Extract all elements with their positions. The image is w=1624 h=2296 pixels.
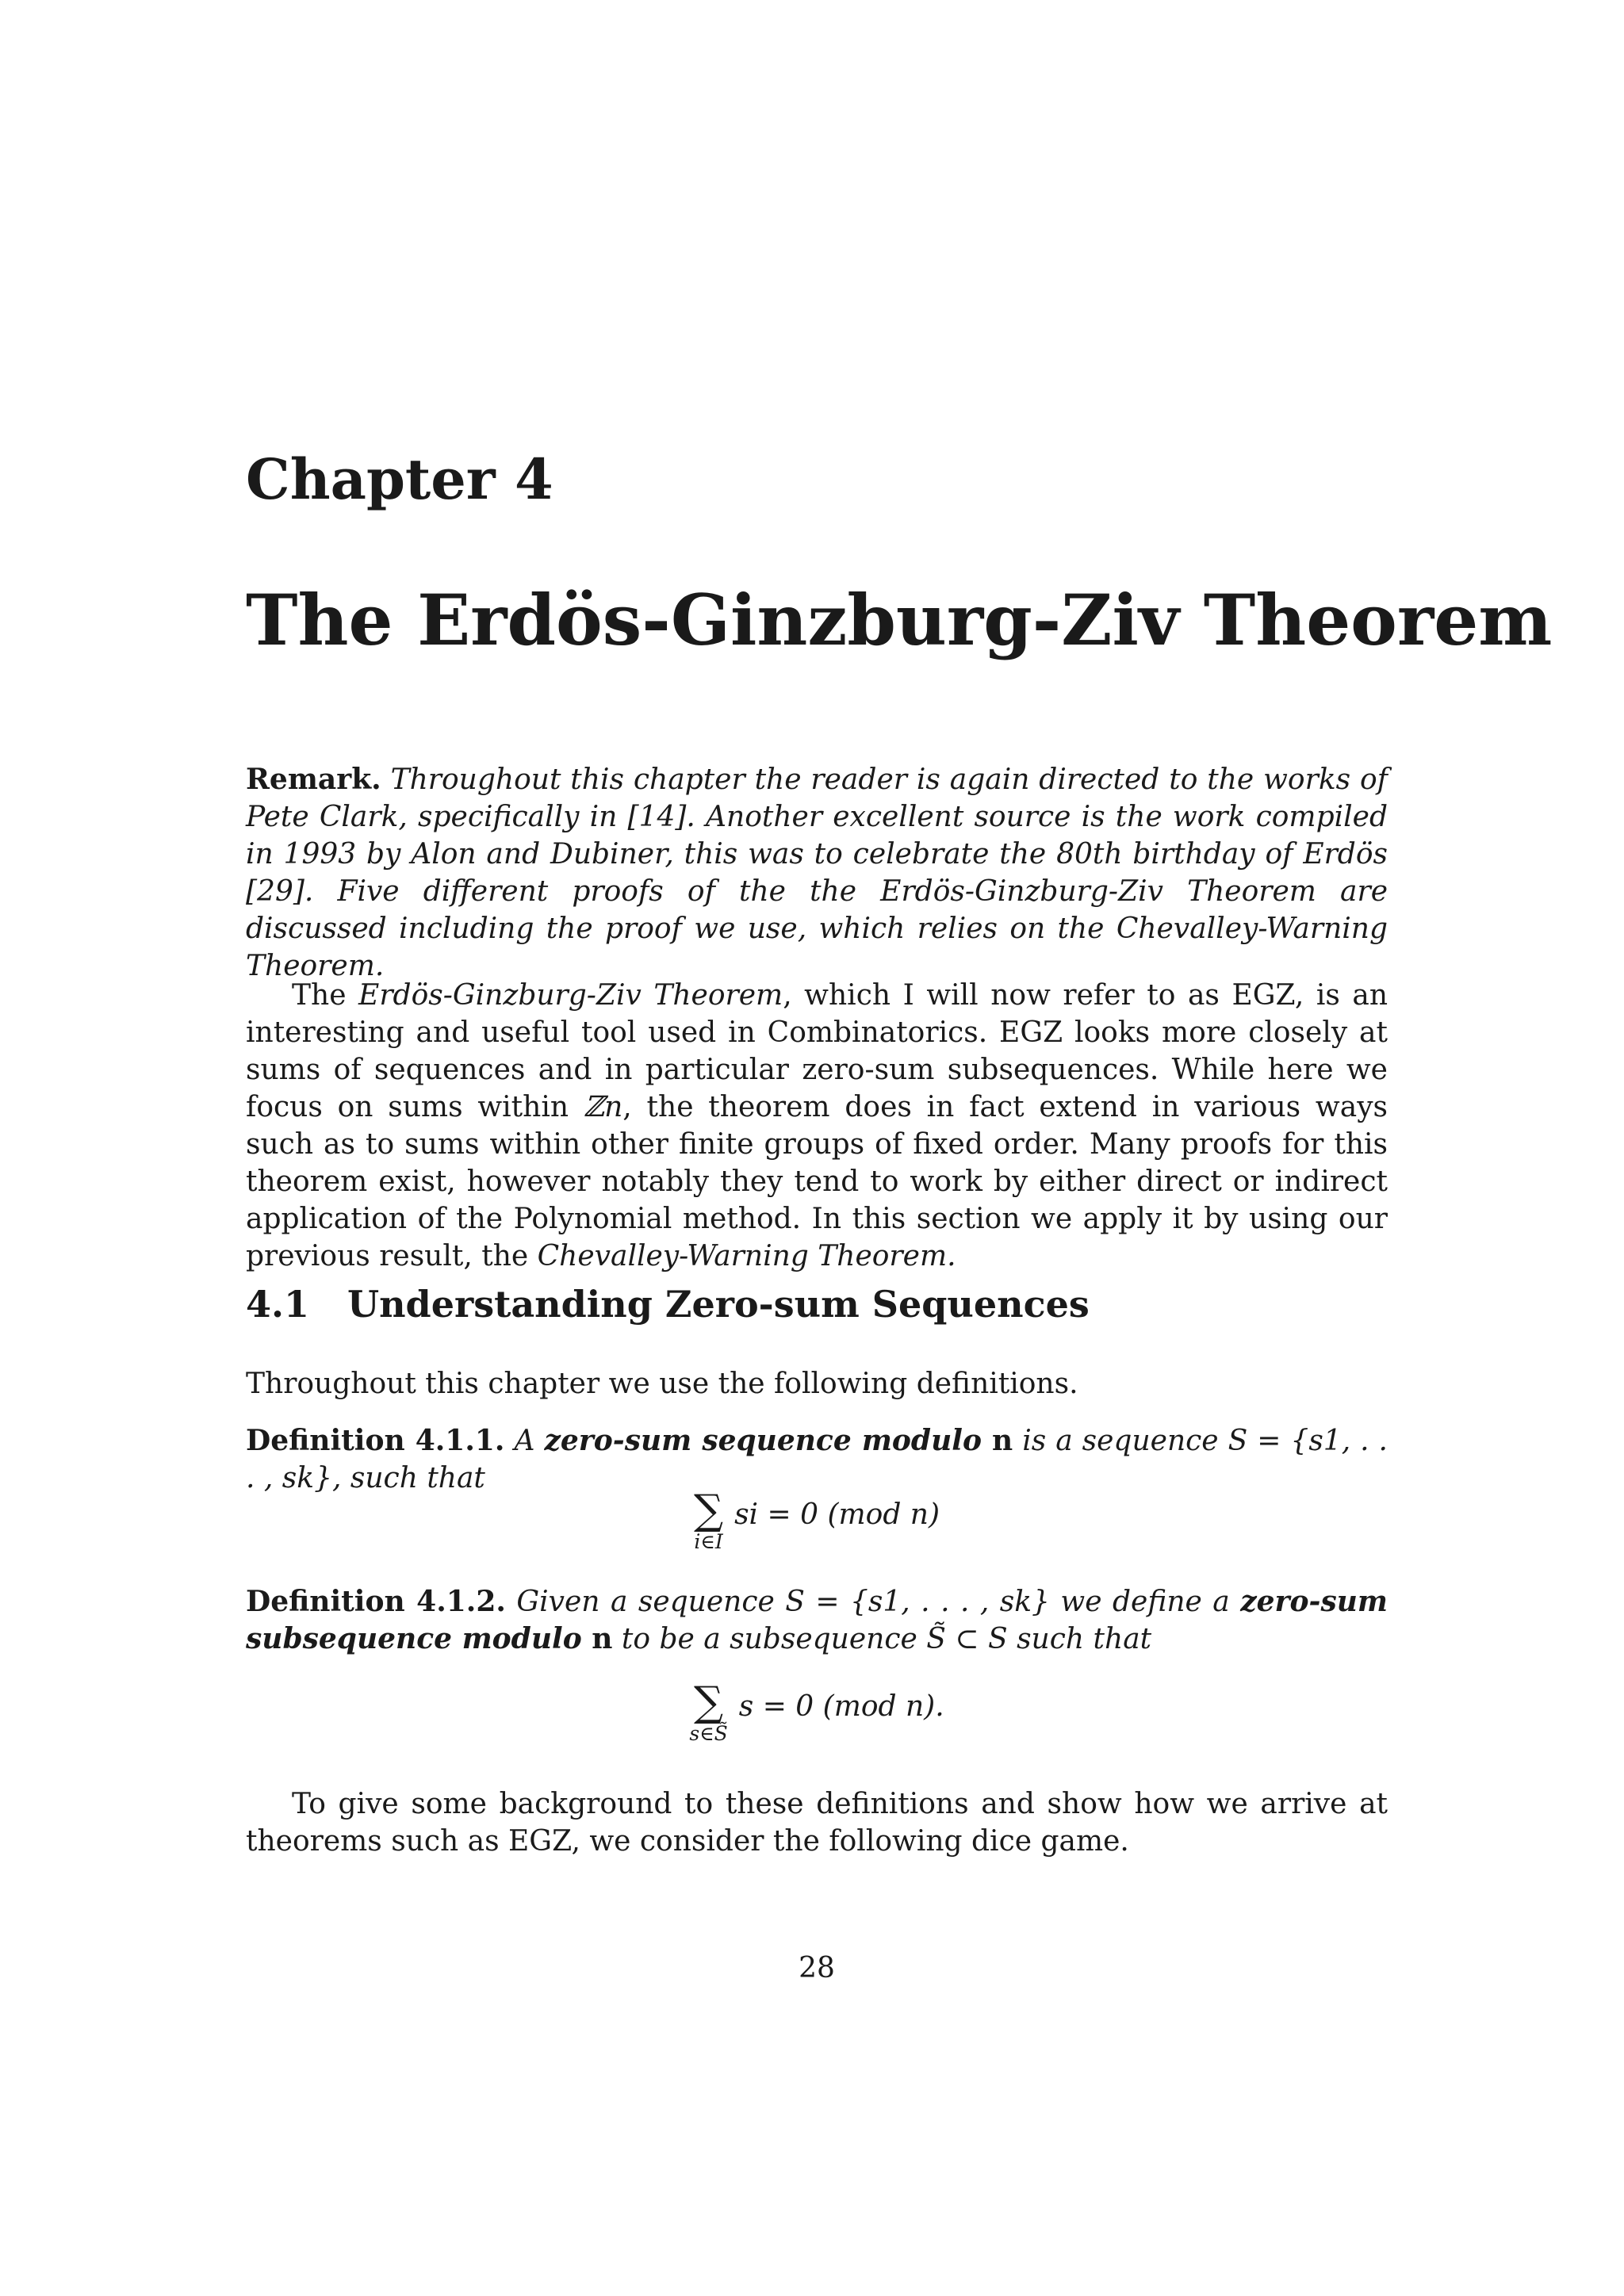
equation-expression: si = 0 (mod n)	[734, 1498, 940, 1531]
definition-math: S = {s1, . . . , sk}	[785, 1586, 1050, 1618]
definition-math: S̃ ⊂ S	[926, 1623, 1008, 1655]
dice-paragraph: To give some background to these definitions and show how we arrive at theorems such as EGZ, we consider the following dice game.	[246, 1788, 1388, 1858]
definition-term-n: n	[581, 1622, 613, 1655]
summation	[689, 1678, 728, 1746]
definition-text: is a sequence	[1013, 1425, 1228, 1457]
definitions-intro: Throughout this chapter we use the following definitions.	[246, 1368, 1078, 1400]
section-title: Understanding Zero-sum Sequences	[347, 1283, 1090, 1326]
intro-text-b: , which I will now refer to as EGZ, is an interesting and useful tool used in Combinatorics. EGZ looks more closely at sums of sequences and in particular zero-sum subsequences. While here we focus on sums within	[246, 979, 1388, 1123]
remark-body: Throughout this chapter the reader is again directed to the works of Pete Clark, specifically in [14]. Another excellent source is the work compiled in 1993 by Alon and Dubiner, this was to celebrate the 80th birthday of Erdös [29]. Five different proofs of the the Erdös-Ginzburg-Ziv Theorem are discussed including the proof we use, which relies on the Chevalley-Warning Theorem.	[246, 763, 1388, 982]
remark-lead: Remark.	[246, 763, 381, 796]
intro-math-zn: ℤn	[583, 1091, 623, 1123]
definition-4-1-2	[246, 1583, 1388, 1658]
page-number: 28	[799, 1952, 835, 1984]
section-number: 4.1	[246, 1283, 310, 1326]
chapter-title: The Erdös-Ginzburg-Ziv Theorem	[246, 579, 1553, 661]
definition-text: Given a sequence	[505, 1586, 786, 1618]
chapter-label: Chapter 4	[246, 446, 553, 512]
definition-text: such that	[1007, 1623, 1152, 1655]
definition-lead: Definition 4.1.2.	[246, 1585, 506, 1618]
remark-paragraph	[246, 761, 1388, 985]
definition-text: we define a	[1049, 1586, 1241, 1618]
intro-paragraph	[246, 977, 1388, 1275]
sigma-symbol: ∑	[693, 1487, 724, 1534]
definition-term-n: n	[981, 1424, 1013, 1457]
intro-emphasis-cw: Chevalley-Warning Theorem.	[537, 1240, 956, 1272]
page	[246, 0, 1553, 2296]
summation	[693, 1487, 724, 1554]
definition-text: to be a subsequence	[612, 1623, 927, 1655]
section-heading	[246, 1283, 1090, 1326]
intro-emphasis-egz: Erdös-Ginzburg-Ziv Theorem	[358, 979, 783, 1012]
definition-term: zero-sum subsequence modulo	[246, 1585, 1388, 1655]
definition-term: zero-sum sequence modulo	[544, 1424, 982, 1457]
intro-text-c: , the theorem does in fact extend in various ways such as to sums within other finite groups of fixed order. Many proofs for this theorem exist, however notably they tend to work by either direct or indirect application of the Polynomial method. In this section we apply it by using our previous result, the	[246, 1091, 1388, 1272]
definition-text: such that	[341, 1462, 485, 1494]
definition-lead: Definition 4.1.1.	[246, 1424, 505, 1457]
sum-index: i∈I	[694, 1530, 723, 1553]
intro-text-a: The	[292, 979, 359, 1012]
display-equation-2	[246, 1678, 1388, 1746]
sigma-symbol: ∑	[693, 1678, 724, 1726]
sum-index: s∈S̃	[689, 1722, 728, 1745]
definition-4-1-1	[246, 1422, 1388, 1497]
definition-math: S = {s1, . . . , sk},	[246, 1425, 1388, 1494]
definition-text: A	[504, 1425, 545, 1457]
display-equation-1	[246, 1487, 1388, 1554]
equation-expression: s = 0 (mod n).	[738, 1690, 944, 1723]
